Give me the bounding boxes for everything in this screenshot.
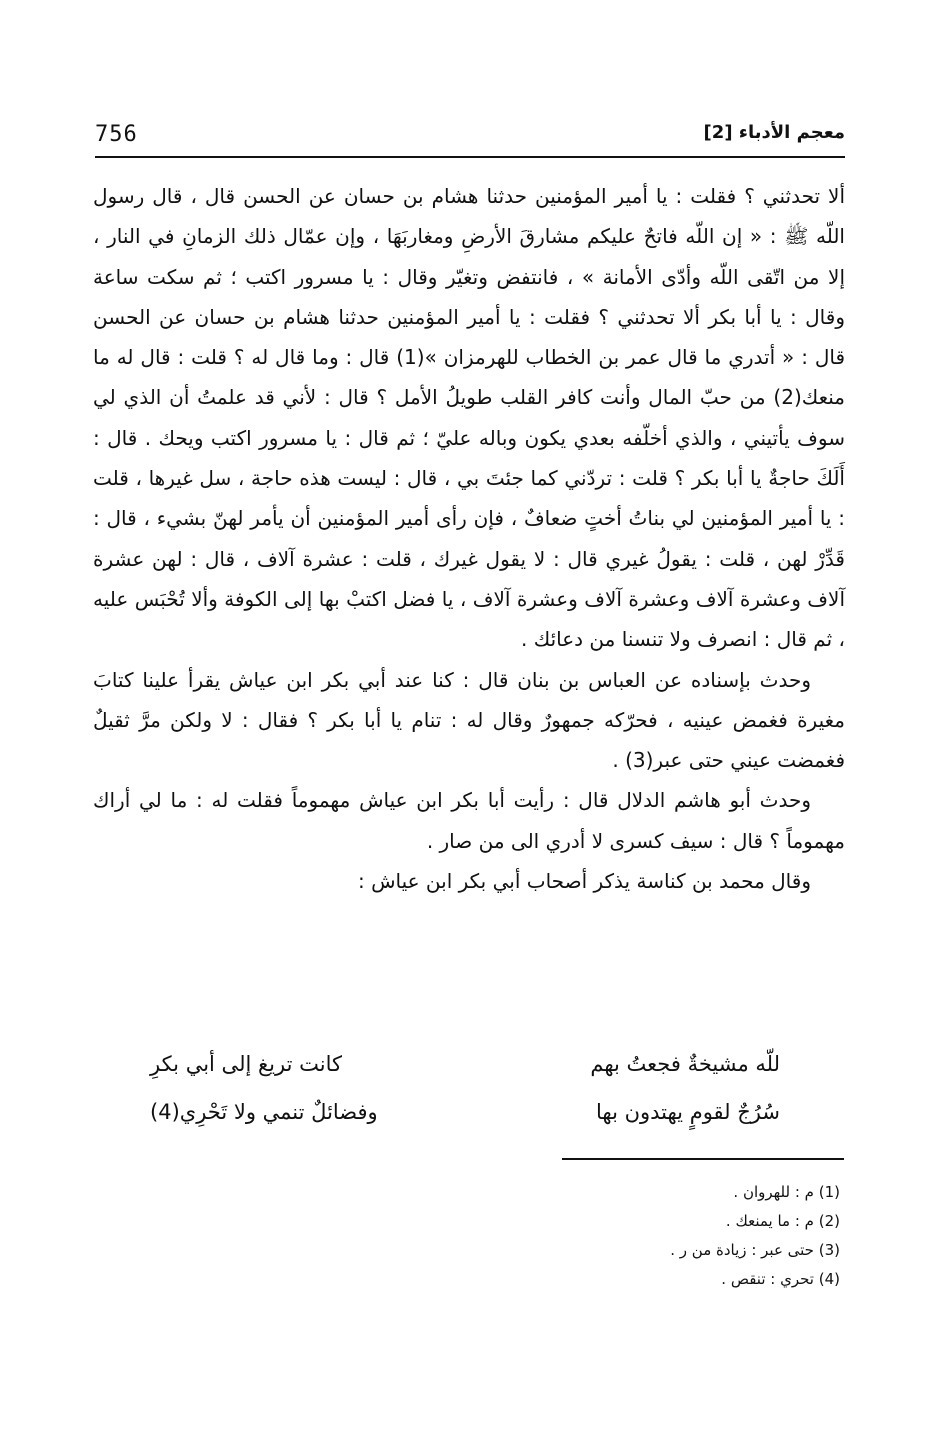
verse-first-hemistich: سُرُجٌ لقومٍ يهتدون بها (595, 1100, 780, 1124)
footnote: (1) م : للهروان . (733, 1183, 840, 1201)
poem-verse (150, 1052, 780, 1088)
paragraph: ألا تحدثني ؟ فقلت : يا أمير المؤمنين حدثنا هشام بن حسان عن الحسن قال ، قال رسول اللّه ﷺ : « إن اللّه فاتحٌ عليكم مشارقَ الأرضِ ومغاربَهَا ، وإن عمّال ذلك الزمانِ في النار ، إلا من اتّقى اللّه وأدّى الأمانة » ، فانتفض وتغيّر وقال : يا مسرور اكتب ؛ ثم سكت ساعة وقال : يا أبا بكر ألا تحدثني ؟ فقلت : يا أمير المؤمنين حدثنا هشام بن حسان عن الحسن قال : « أتدري ما قال عمر بن الخطاب للهرمزان »(1) قال : وما قال له ؟ قلت : قال له ما منعك(2) من حبّ المال وأنت كافر القلب طويلُ الأمل ؟ قال : لأني قد علمتُ أن الذي لي سوف يأتيني ، والذي أخلّفه بعدي يكون وباله عليّ ؛ ثم قال : يا مسرور اكتب ويحك . قال : أَلَكَ حاجةٌ يا أبا بكر ؟ قلت : تردّني كما جئتَ بي ، قال : ليست هذه حاجة ، سل غيرها ، قلت : يا أمير المؤمنين لي بناتُ أختٍ ضعافٌ ، فإن رأى أمير المؤمنين أن يأمر لهنّ بشيء ، قال : قَدِّرْ لهن ، قلت : يقولُ غيري قال : لا يقول غيرك ، قلت : عشرة آلاف ، قال : لهن عشرة آلاف وعشرة آلاف وعشرة آلاف وعشرة آلاف ، يا فضل اكتبْ بها إلى الكوفة وألا تُحْبَس عليه ، ثم قال : انصرف ولا تنسنا من دعائك . (93, 184, 846, 652)
verse-first-hemistich: للّه مشيخةٌ فجعتُ بهم (590, 1052, 780, 1076)
page-header (95, 120, 845, 158)
poem-intro: وقال محمد بن كناسة يذكر أصحاب أبي بكر ابن عياش : (357, 869, 811, 894)
footnote: (4) تحري : تنقص . (721, 1270, 840, 1288)
page-number: 756 (95, 122, 138, 147)
poem-verse (150, 1100, 780, 1136)
footnote: (3) حتى عبر : زيادة من ر . (670, 1241, 840, 1259)
footnote: (2) م : ما يمنعك . (725, 1212, 840, 1230)
verse-second-hemistich: وفضائلٌ تنمي ولا تَحْرِي(4) (150, 1100, 378, 1124)
paragraph: وحدث بإسناده عن العباس بن بنان قال : كنا عند أبي بكر ابن عياش يقرأ علينا كتابَ مغيرة فغمض عينيه ، فحرّكه جمهورٌ وقال له : تنام يا أبا بكر ؟ فقال : لا ولكن مرَّ ثقيلٌ فغمضت عيني حتى عبر(3) . (93, 667, 845, 773)
running-title: معجم الأدباء [2] (703, 122, 845, 143)
main-text (93, 176, 845, 901)
verse-second-hemistich: كانت تريغ إلى أبي بكرِ (150, 1052, 342, 1076)
footnote-divider (562, 1158, 844, 1160)
footnotes (400, 1178, 840, 1294)
paragraph: وحدث أبو هاشم الدلال قال : رأيت أبا بكر ابن عياش مهموماً فقلت له : ما لي أراك مهموماً ؟ قال : سيف كسرى لا أدري الى من صار . (93, 788, 845, 853)
